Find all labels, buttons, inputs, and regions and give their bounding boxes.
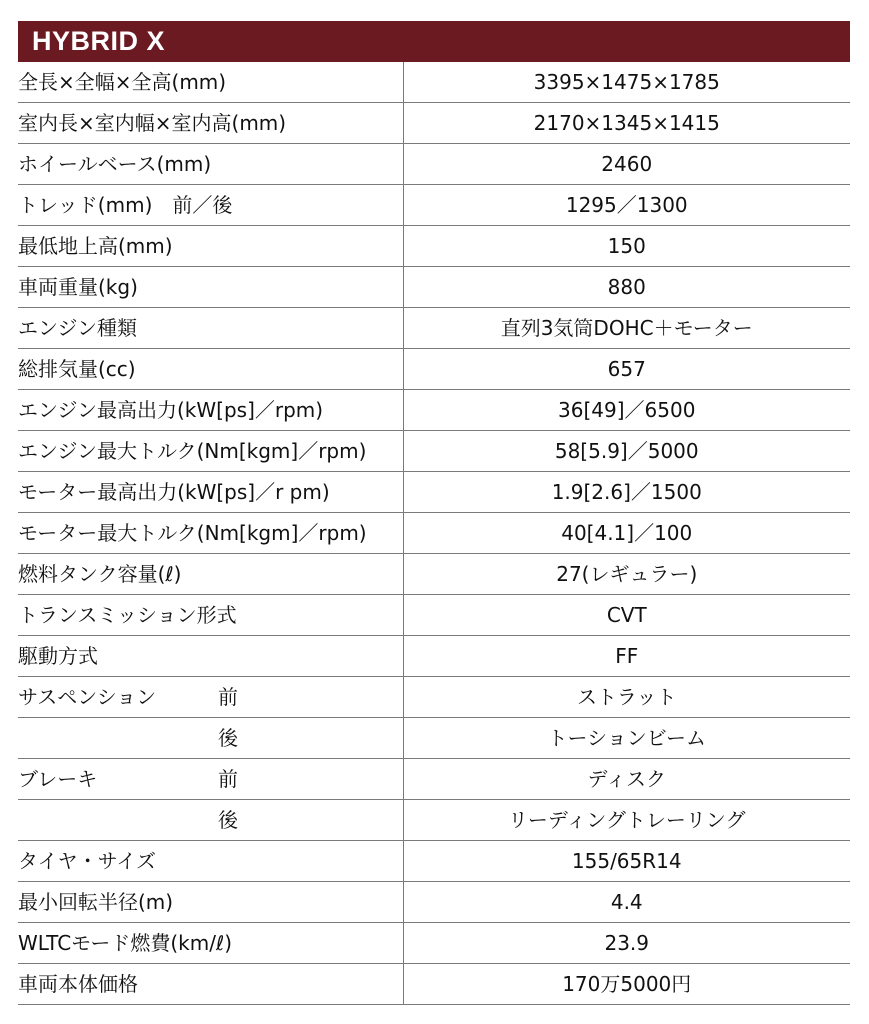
spec-value: CVT <box>403 595 850 636</box>
spec-label: サスペンション <box>18 677 198 718</box>
spec-row-engine-type <box>18 308 850 349</box>
spec-value: 36[49]／6500 <box>403 390 850 431</box>
spec-label: モーター最大トルク(Nm[kgm]／rpm) <box>18 513 403 554</box>
spec-value: トーションビーム <box>403 718 850 759</box>
spec-row-motor-max-power <box>18 472 850 513</box>
spec-row-drive-system <box>18 636 850 677</box>
spec-row-interior-dimensions <box>18 103 850 144</box>
spec-value: 880 <box>403 267 850 308</box>
spec-value: 23.9 <box>403 923 850 964</box>
spec-sub-label: 後 <box>198 718 403 759</box>
spec-row-engine-max-power <box>18 390 850 431</box>
spec-label <box>18 800 198 841</box>
spec-label: 駆動方式 <box>18 636 403 677</box>
spec-value: 27(レギュラー) <box>403 554 850 595</box>
spec-label: エンジン最高出力(kW[ps]／rpm) <box>18 390 403 431</box>
spec-label: モーター最高出力(kW[ps]／r pm) <box>18 472 403 513</box>
spec-row-engine-max-torque <box>18 431 850 472</box>
spec-value: 155/65R14 <box>403 841 850 882</box>
spec-value: 1.9[2.6]／1500 <box>403 472 850 513</box>
spec-value: 150 <box>403 226 850 267</box>
spec-row-vehicle-weight <box>18 267 850 308</box>
spec-row-brake-rear <box>18 800 850 841</box>
spec-value: 657 <box>403 349 850 390</box>
spec-row-suspension-front <box>18 677 850 718</box>
spec-label: 総排気量(cc) <box>18 349 403 390</box>
spec-value: ディスク <box>403 759 850 800</box>
spec-sub-label: 前 <box>198 759 403 800</box>
spec-label: 室内長×室内幅×室内高(mm) <box>18 103 403 144</box>
spec-label: タイヤ・サイズ <box>18 841 403 882</box>
spec-row-displacement <box>18 349 850 390</box>
spec-label: エンジン最大トルク(Nm[kgm]／rpm) <box>18 431 403 472</box>
spec-row-dimensions <box>18 62 850 103</box>
spec-label: ホイールベース(mm) <box>18 144 403 185</box>
spec-value: 1295／1300 <box>403 185 850 226</box>
spec-value: 58[5.9]／5000 <box>403 431 850 472</box>
spec-card <box>18 21 850 1005</box>
spec-label: 最小回転半径(m) <box>18 882 403 923</box>
spec-value: 40[4.1]／100 <box>403 513 850 554</box>
spec-row-tread <box>18 185 850 226</box>
grade-title: HYBRID X <box>32 26 166 56</box>
spec-label: 燃料タンク容量(ℓ) <box>18 554 403 595</box>
spec-row-brake-front <box>18 759 850 800</box>
spec-value: 直列3気筒DOHC＋モーター <box>403 308 850 349</box>
spec-value: FF <box>403 636 850 677</box>
spec-row-ground-clearance <box>18 226 850 267</box>
spec-label: トレッド(mm) 前／後 <box>18 185 403 226</box>
spec-label: 全長×全幅×全高(mm) <box>18 62 403 103</box>
spec-row-wheelbase <box>18 144 850 185</box>
spec-row-transmission <box>18 595 850 636</box>
spec-label <box>18 718 198 759</box>
spec-label: 車両重量(kg) <box>18 267 403 308</box>
spec-row-suspension-rear <box>18 718 850 759</box>
spec-label: 最低地上高(mm) <box>18 226 403 267</box>
spec-row-motor-max-torque <box>18 513 850 554</box>
spec-sub-label: 前 <box>198 677 403 718</box>
spec-value: リーディングトレーリング <box>403 800 850 841</box>
spec-label: ブレーキ <box>18 759 198 800</box>
spec-row-price <box>18 964 850 1005</box>
spec-label: WLTCモード燃費(km/ℓ) <box>18 923 403 964</box>
spec-row-wltc-fuel-economy <box>18 923 850 964</box>
spec-sub-label: 後 <box>198 800 403 841</box>
spec-value: ストラット <box>403 677 850 718</box>
spec-value: 4.4 <box>403 882 850 923</box>
spec-row-min-turning-radius <box>18 882 850 923</box>
spec-label: エンジン種類 <box>18 308 403 349</box>
spec-row-tire-size <box>18 841 850 882</box>
grade-title-bar <box>18 21 850 62</box>
spec-value: 3395×1475×1785 <box>403 62 850 103</box>
spec-label: 車両本体価格 <box>18 964 403 1005</box>
spec-label: トランスミッション形式 <box>18 595 403 636</box>
spec-row-fuel-tank <box>18 554 850 595</box>
spec-value: 170万5000円 <box>403 964 850 1005</box>
spec-value: 2460 <box>403 144 850 185</box>
spec-value: 2170×1345×1415 <box>403 103 850 144</box>
spec-table <box>18 62 850 1005</box>
